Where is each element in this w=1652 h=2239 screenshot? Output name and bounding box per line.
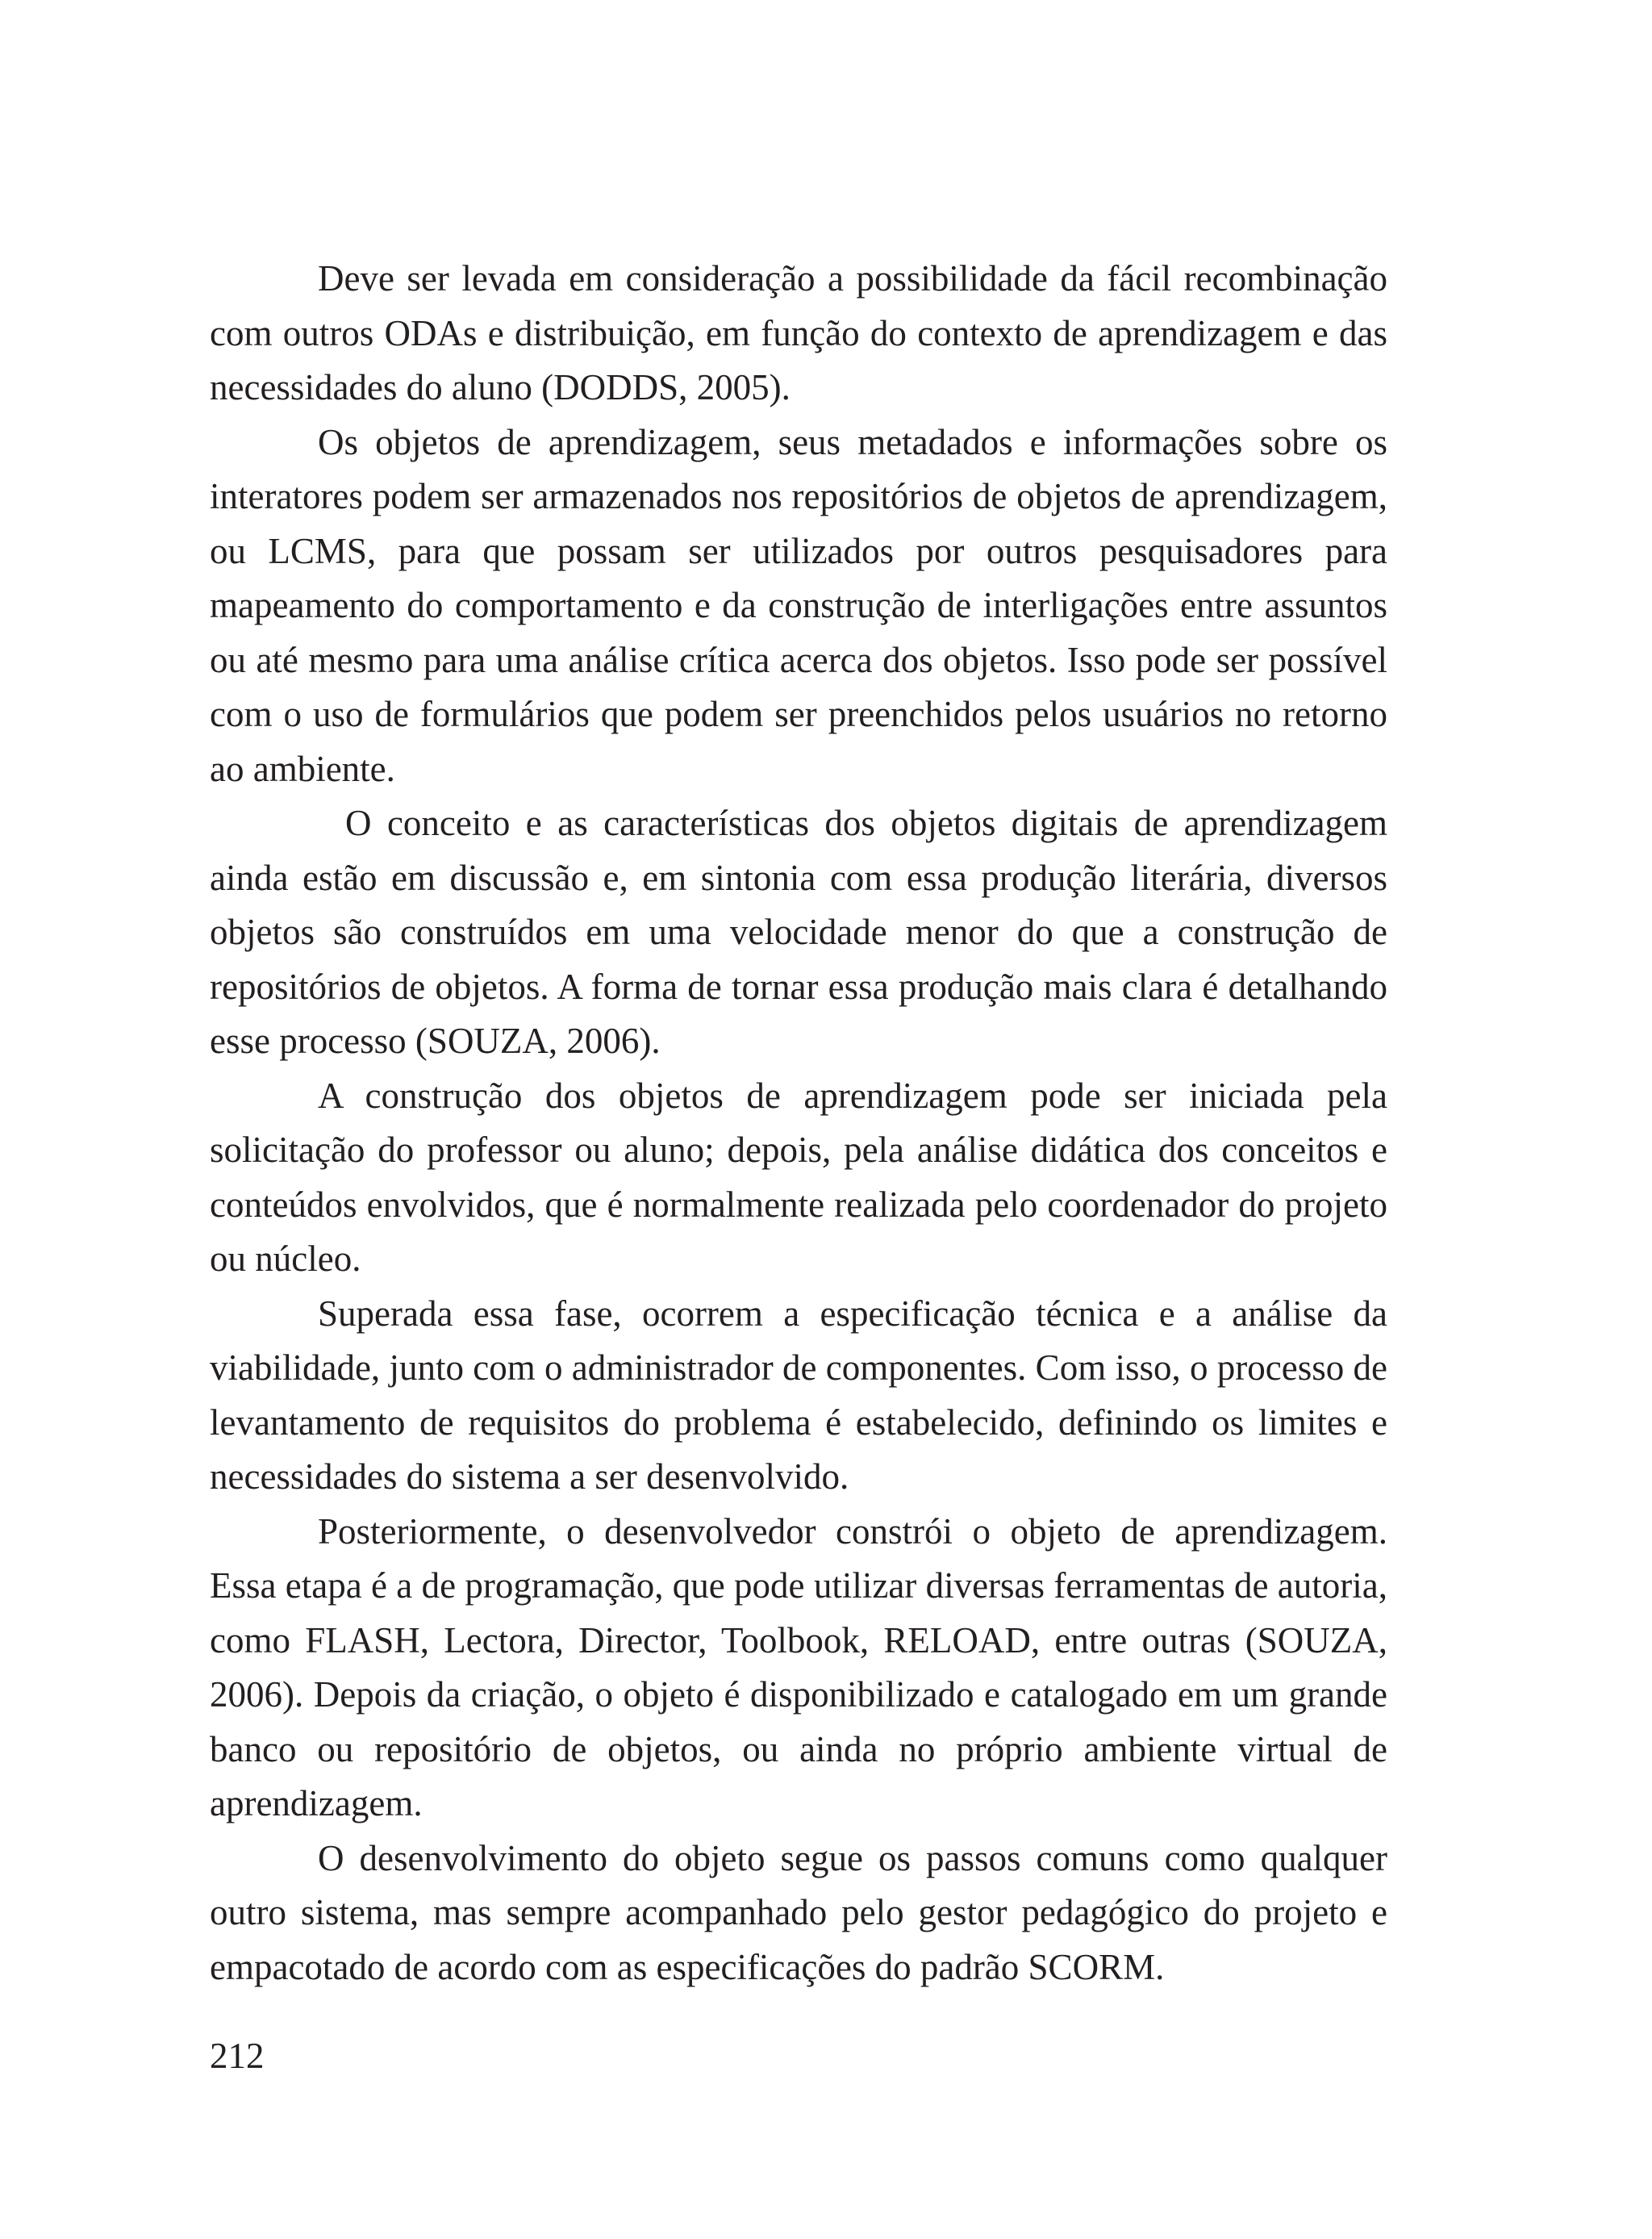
paragraph-6: Posteriormente, o desenvolvedor constrói o objeto de aprendizagem. Essa etapa é a de programação, que pode utilizar diversas ferramentas de autoria, como FLASH, Lectora, Director, Toolbook, RELOAD, entre outras (SOUZA, 2006). Depois da criação, o objeto é disponibilizado e catalogado em um grande banco ou repositório de objetos, ou ainda no próprio ambiente virtual de aprendizagem. bbox=[210, 1510, 1387, 1823]
page-number: 212 bbox=[210, 2036, 265, 2076]
body-text bbox=[210, 252, 1387, 1995]
paragraph-3: O conceito e as características dos objetos digitais de aprendizagem ainda estão em discussão e, em sintonia com essa produção literária, diversos objetos são construídos em uma velocidade menor do que a construção de repositórios de objetos. A forma de tornar essa produção mais clara é detalhando esse processo (SOUZA, 2006). bbox=[210, 803, 1387, 1061]
paragraph-5: Superada essa fase, ocorrem a especificação técnica e a análise da viabilidade, junto com o administrador de componentes. Com isso, o processo de levantamento de requisitos do problema é estabelecido, definindo os limites e necessidades do sistema a ser desenvolvido. bbox=[210, 1293, 1387, 1497]
paragraph-2: Os objetos de aprendizagem, seus metadados e informações sobre os interatores podem ser armazenados nos repositórios de objetos de aprendizagem, ou LCMS, para que possam ser utilizados por outros pesquisadores para mapeamento do comportamento e da construção de interligações entre assuntos ou até mesmo para uma análise crítica acerca dos objetos. Isso pode ser possível com o uso de formulários que podem ser preenchidos pelos usuários no retorno ao ambiente. bbox=[210, 421, 1387, 789]
paragraph-1: Deve ser levada em consideração a possibilidade da fácil recombinação com outros ODAs e distribuição, em função do contexto de aprendizagem e das necessidades do aluno (DODDS, 2005). bbox=[210, 258, 1387, 407]
paragraph-7: O desenvolvimento do objeto segue os passos comuns como qualquer outro sistema, mas sempre acompanhado pelo gestor pedagógico do projeto e empacotado de acordo com as especificações do padrão SCORM. bbox=[210, 1837, 1387, 1987]
paragraph-4: A construção dos objetos de aprendizagem pode ser iniciada pela solicitação do professor ou aluno; depois, pela análise didática dos conceitos e conteúdos envolvidos, que é normalmente realizada pelo coordenador do projeto ou núcleo. bbox=[210, 1075, 1387, 1279]
